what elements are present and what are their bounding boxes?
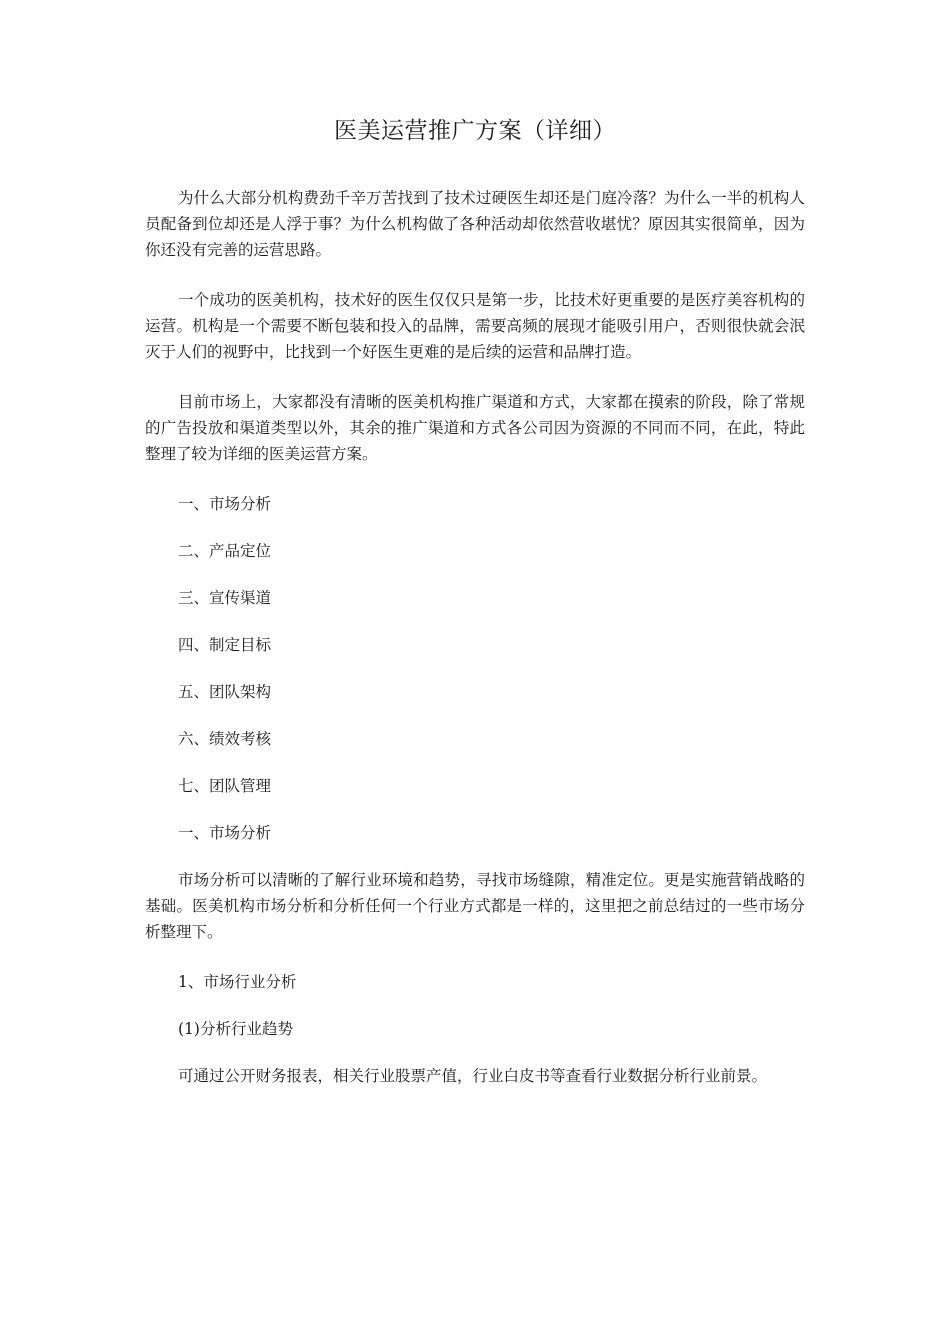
intro-paragraph-1: 为什么大部分机构费劲千辛万苦找到了技术过硬医生却还是门庭冷落？为什么一半的机构人员配备到位却还是人浮于事？为什么机构做了各种活动却依然营收堪忧？原因其实很简单，因为你还没有完善的运营思路。 bbox=[145, 189, 805, 259]
outline-item-5: 五、团队架构 bbox=[178, 683, 272, 701]
intro-paragraph-3: 目前市场上，大家都没有清晰的医美机构推广渠道和方式，大家都在摸索的阶段，除了常规的广告投放和渠道类型以外，其余的推广渠道和方式各公司因为资源的不同而不同，在此，特此整理了较为详细的医美运营方案。 bbox=[145, 393, 805, 463]
outline-item-2: 二、产品定位 bbox=[178, 542, 272, 560]
market-analysis-paragraph: 市场分析可以清晰的了解行业环境和趋势，寻找市场缝隙，精准定位。更是实施营销战略的基础。医美机构市场分析和分析任何一个行业方式都是一样的，这里把之前总结过的一些市场分析整理下。 bbox=[145, 871, 805, 941]
section-heading-market-analysis: 一、市场分析 bbox=[178, 824, 272, 842]
outline-item-6: 六、绩效考核 bbox=[178, 730, 272, 748]
page-title: 医美运营推广方案（详细） bbox=[334, 118, 616, 144]
subsection-heading-industry-trend: (1)分析行业趋势 bbox=[178, 1020, 293, 1038]
document-body bbox=[145, 185, 805, 1113]
industry-trend-paragraph: 可通过公开财务报表，相关行业股票产值，行业白皮书等查看行业数据分析行业前景。 bbox=[178, 1067, 768, 1085]
outline-item-7: 七、团队管理 bbox=[178, 777, 272, 795]
outline-item-1: 一、市场分析 bbox=[178, 495, 272, 513]
outline-item-3: 三、宣传渠道 bbox=[178, 589, 272, 607]
outline-item-4: 四、制定目标 bbox=[178, 636, 272, 654]
subsection-heading-industry-analysis: 1、市场行业分析 bbox=[178, 973, 297, 991]
intro-paragraph-2: 一个成功的医美机构，技术好的医生仅仅只是第一步，比技术好更重要的是医疗美容机构的运营。机构是一个需要不断包装和投入的品牌，需要高频的展现才能吸引用户，否则很快就会泯灭于人们的视野中，比找到一个好医生更难的是后续的运营和品牌打造。 bbox=[145, 291, 805, 361]
